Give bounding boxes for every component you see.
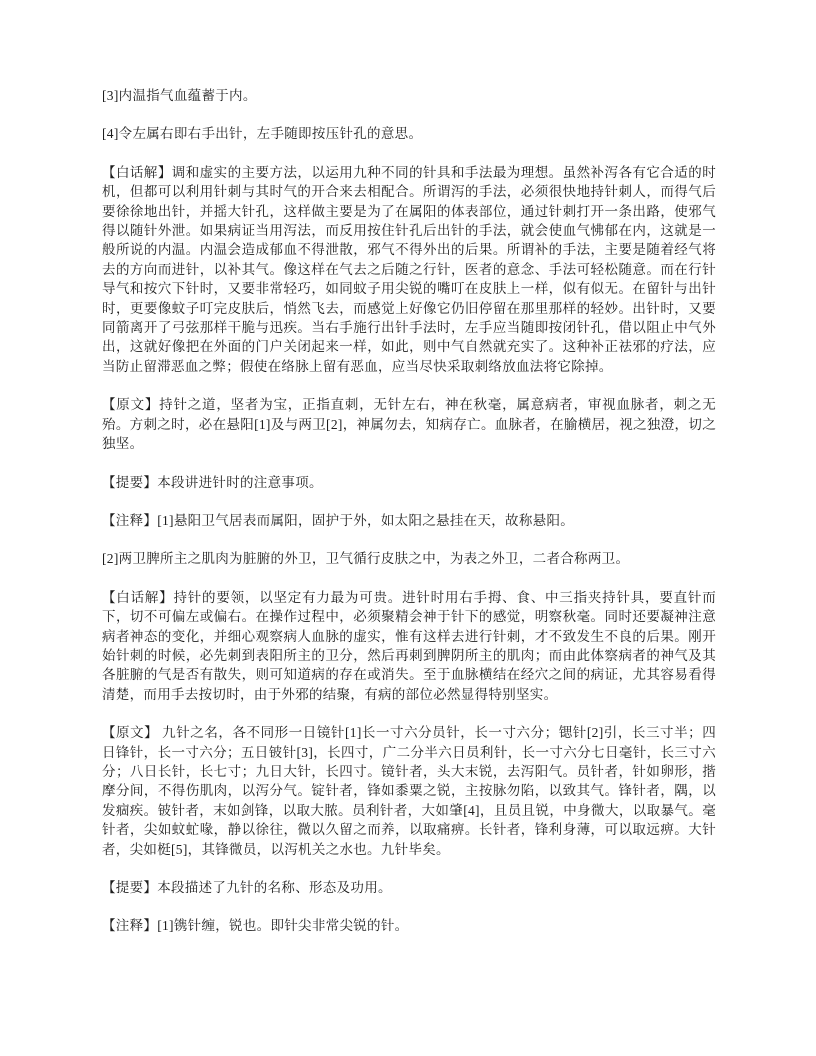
annotation-1-note-1: 【注释】[1]悬阳卫气居表而属阳，固护于外，如太阳之悬挂在天，故称悬阳。 [102, 512, 575, 528]
annotation-2-note-1: 【注释】[1]镌针缠，锐也。即针尖非常尖锐的针。 [102, 918, 409, 934]
footnote-4: [4]令左属右即右手出针，左手随即按压针孔的意思。 [102, 126, 423, 142]
page-content [102, 86, 716, 955]
vernacular-explanation-2: 【白话解】持针的要领，以坚定有力最为可贵。进针时用右手拇、食、中三指夹持针具，要直针而下，切不可偏左或偏右。在操作过程中，必须聚精会神于针下的感觉，明察秋毫。同时还要凝神注意病者神态的变化，并细心观察病人血脉的虚实，惟有这样去进行针刺，才不致发生不良的后果。刚开始针刺的时候，必先刺到表阳所主的卫分，然后再刺到脾阴所主的肌肉；而由此体察病者的神气及其各脏腑的气是否有散失，则可知道病的存在或消失。至于血脉横结在经穴之间的病证，尤其容易看得清楚，而用手去按切时，由于外邪的结聚，有病的部位必然显得特别坚实。 [102, 589, 716, 702]
annotation-1-note-2: [2]两卫脾所主之肌肉为脏腑的外卫，卫气循行皮肤之中，为表之外卫，二者合称两卫。 [102, 551, 630, 567]
summary-1: 【提要】本段讲进针时的注意事项。 [102, 474, 323, 490]
summary-2: 【提要】本段描述了九针的名称、形态及功用。 [102, 880, 392, 895]
original-text-2: 【原文】 九针之名，各不同形一日镜针[1]长一寸六分员针，长一寸六分；锶针[2]引，长三寸半；四日锋针，长一寸六分；五日铍针[3]，长四寸，广二分半六日员利针，长一寸六分七日毫针，长三寸六分；八日长针，长七寸；九日大针，长四寸。镜针者，头大末锐，去泻阳气。员针者，针如卵形，揩摩分间，不得伤肌肉，以泻分气。锭针者，锋如黍粟之锐，主按脉勿陷，以致其气。锋针者，隅，以发痼疾。铍针者，末如剑锋，以取大脓。员利针者，大如肇[4]，且员且锐，中身微大，以取暴气。毫针者，尖如蚊虻喙，静以徐往，微以久留之而养，以取痛痹。长针者，锋利身薄，可以取远痹。大针者，尖如梃[5]，其锋微员，以泻机关之水也。九针毕矣。 [102, 725, 716, 857]
vernacular-explanation-1: 【白话解】调和虚实的主要方法，以运用九种不同的针具和手法最为理想。虽然补泻各有它合适的时机，但都可以利用针刺与其时气的开合来去相配合。所谓泻的手法，必须很快地持针刺人，而得气后要徐徐地出针，并摇大针孔，这样做主要是为了在属阳的体表部位，通过针刺打开一条出路，使邪气得以随针外泄。如果病证当用泻法，而反用按住针孔后出针的手法，就会使血气怫郁在内，这就是一般所说的内温。内温会造成郁血不得泄散，邪气不得外出的后果。所谓补的手法，主要是随着经气将去的方向而进针，以补其气。像这样在气去之后随之行针，医者的意念、手法可轻松随意。而在行针导气和按穴下针时，又要非常轻巧，如同蚊子用尖锐的嘴叮在皮肤上一样，似有似无。在留针与出针时，更要像蚊子叮完皮肤后，悄然飞去，而感觉上好像它仍旧停留在那里那样的轻妙。出针时，又要同箭离开了弓弦那样干脆与迅疾。当右手施行出针手法时，左手应当随即按闭针孔，借以阻止中气外出，这就好像把在外面的门户关闭起来一样，如此，则中气自然就充实了。这种补正祛邪的疗法，应当防止留滞恶血之弊；假使在络脉上留有恶血，应当尽快采取刺络放血法将它除掉。 [102, 164, 716, 374]
original-text-1: 【原文】持针之道，坚者为宝，正指直刺，无针左右，神在秋毫，属意病者，审视血脉者，刺之无殆。方刺之时，必在悬阳[1]及与两卫[2]，神属勿去，知病存亡。血脉者，在腧横居，视之独澄，切之独坚。 [102, 397, 716, 452]
footnote-3: [3]内温指气血蕴蓄于内。 [102, 88, 257, 103]
